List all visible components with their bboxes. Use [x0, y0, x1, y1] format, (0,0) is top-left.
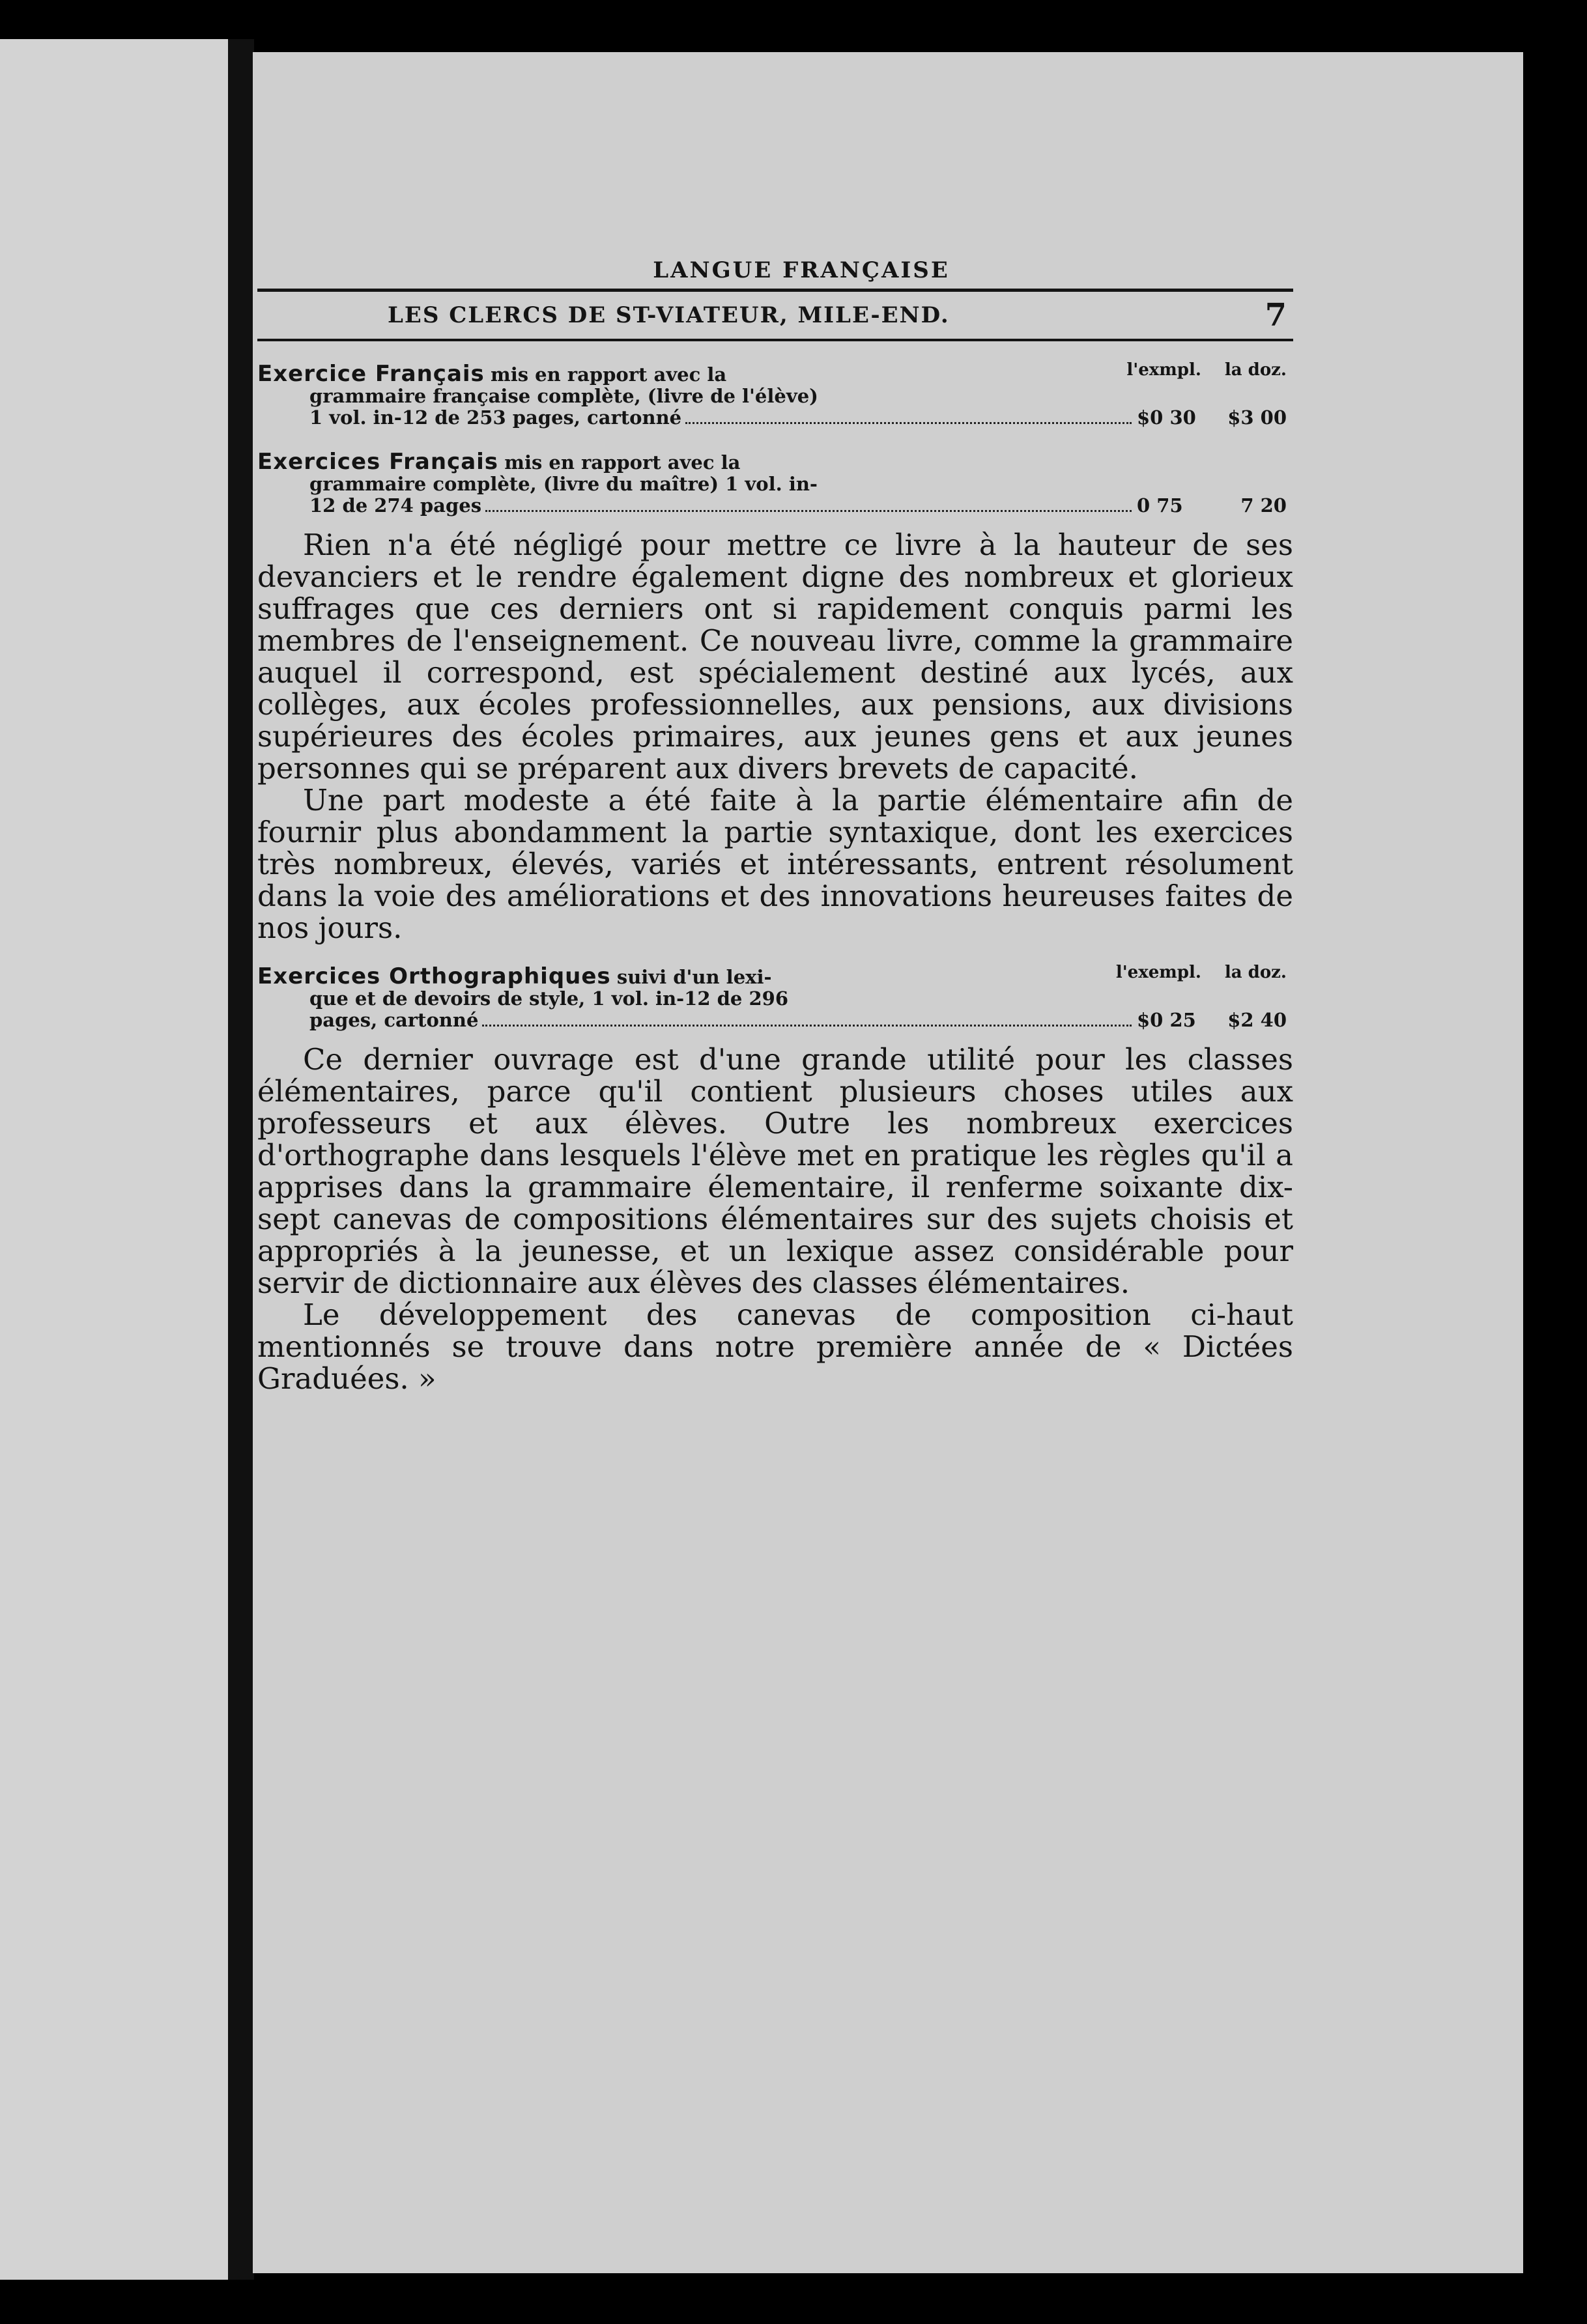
price-unit: $0 25: [1137, 1009, 1196, 1031]
paragraph: Le développement des canevas de composition ci-haut mentionnés se trouve dans notre première année de « Dictées Graduées. »: [257, 1297, 1293, 1396]
entry-prices: [1137, 1010, 1293, 1031]
description-block: [257, 529, 1293, 944]
book-gutter: [228, 39, 254, 2280]
entry-desc: mis en rapport avec la: [491, 363, 727, 386]
catalog-entry: [257, 360, 1293, 429]
catalog-entry: [257, 451, 1293, 517]
price-unit: 0 75: [1137, 494, 1183, 517]
price-unit-head: l'exempl.: [1115, 963, 1201, 982]
leader-dots: [485, 510, 1132, 512]
entry-desc-line: grammaire complète, (livre du maître) 1 vol. in-: [309, 473, 818, 495]
page-header: [257, 292, 1293, 339]
entry-prices: [1137, 407, 1293, 429]
description-block: [257, 1043, 1293, 1395]
price-dozen: $2 40: [1227, 1009, 1287, 1031]
paragraph: Une part modeste a été faite à la partie élémentaire afin de fournir plus abondamment la partie syntaxique, dont les exercices très nombreux, élevés, variés et intéressants, entrent résolument dans la voie des améliorations et des innovations heureuses faites de nos jours.: [257, 783, 1293, 945]
publisher-line: LES CLERCS DE ST-VIATEUR, MILE-END.: [388, 302, 950, 328]
leader-dots: [685, 422, 1132, 424]
price-dozen: $3 00: [1227, 406, 1287, 429]
price-dozen-head: la doz.: [1224, 963, 1287, 982]
paragraph: Ce dernier ouvrage est d'une grande utilité pour les classes élémentaires, parce qu'il contient plusieurs choses utiles aux professeurs et aux élèves. Outre les nombreux exercices d'orthographe dans lesquels l'élève met en pratique les règles qu'il a apprises dans la grammaire élementaire, il renferme soixante dix-sept canevas de compositions élémentaires sur des sujets choisis et appropriés à la jeunesse, et un lexique assez considérable pour servir de dictionnaire aux élèves des classes élémentaires.: [257, 1042, 1293, 1300]
entry-title: Exercices Français: [257, 449, 499, 475]
leader-dots: [482, 1025, 1132, 1027]
paragraph: Rien n'a été négligé pour mettre ce livre à la hauteur de ses devanciers et le rendre également digne des nombreux et glorieux suffrages que ces derniers ont si rapidement conquis parmi les membres de l'enseignement. Ce nouveau livre, comme la grammaire auquel il correspond, est spécialement destiné aux lycés, aux collèges, aux écoles professionnelles, aux pensions, aux divisions supérieures des écoles primaires, aux jeunes gens et aux jeunes personnes qui se préparent aux divers brevets de capacité.: [257, 528, 1293, 786]
entry-format: pages, cartonné: [309, 1009, 479, 1031]
entry-desc: suivi d'un lexi-: [616, 966, 772, 988]
entry-desc-line: que et de devoirs de style, 1 vol. in-12 de 296: [309, 987, 788, 1010]
header-rule-bottom: [257, 339, 1293, 341]
price-unit: $0 30: [1137, 406, 1196, 429]
entry-format: 12 de 274 pages: [309, 494, 482, 517]
entry-desc-line: grammaire française complète, (livre de l'élève): [309, 385, 818, 407]
facing-page-edge: [0, 39, 228, 2280]
entry-price-line: [257, 1010, 1293, 1032]
entry-prices: [1137, 495, 1293, 517]
price-dozen-head: la doz.: [1224, 360, 1287, 380]
running-title: LANGUE FRANÇAISE: [653, 257, 950, 283]
price-unit-head: l'exmpl.: [1126, 360, 1201, 380]
page-number: 7: [1265, 297, 1287, 333]
entry-title: Exercices Orthographiques: [257, 963, 611, 989]
catalog-entry: [257, 963, 1293, 1032]
entry-price-line: [257, 495, 1293, 517]
entry-desc: mis en rapport avec la: [504, 451, 741, 474]
entry-title: Exercice Français: [257, 361, 485, 387]
entry-format: 1 vol. in-12 de 253 pages, cartonné: [309, 406, 682, 429]
entry-price-line: [257, 407, 1293, 429]
page-content: [257, 257, 1293, 1395]
entry-title-line: [257, 451, 1293, 474]
price-column-heads: [1116, 962, 1287, 984]
price-column-heads: [1126, 360, 1287, 381]
price-dozen: 7 20: [1240, 494, 1287, 517]
